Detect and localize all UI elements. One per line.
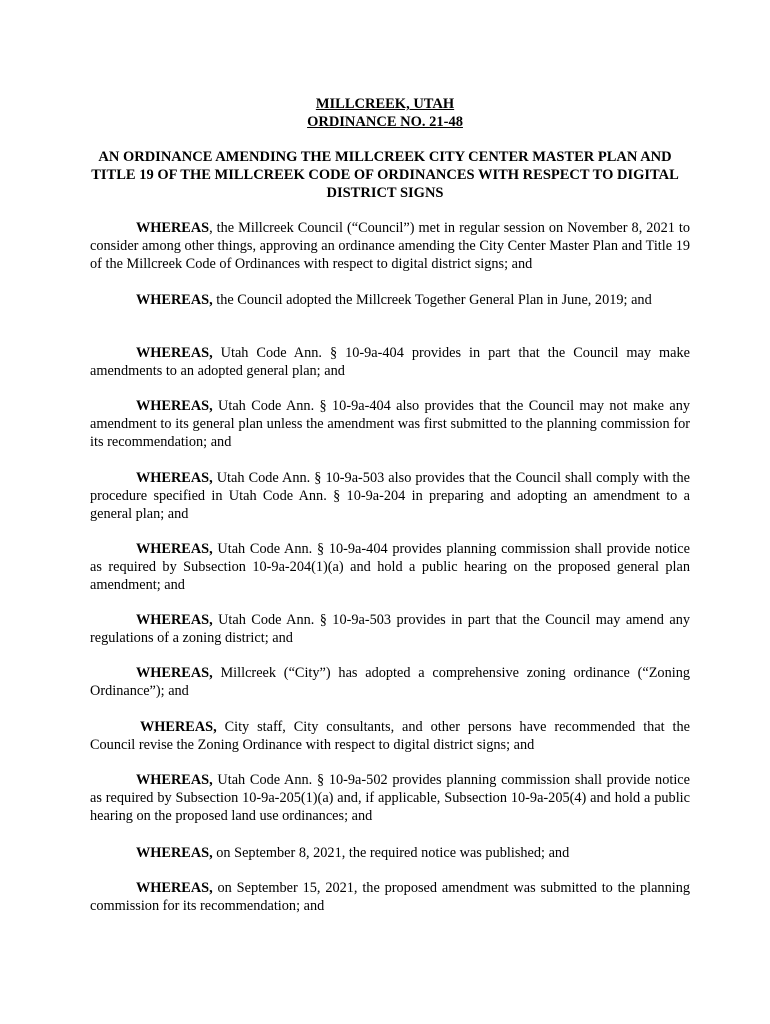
recital-text: , the Millcreek Council (“Council”) met in regular session on November 8, 2021 to consider among other things, approving an ordinance amending the City Center Master Plan and Title 19 of the Millcreek Code of Ordinances with respect to digital district signs; and (90, 220, 690, 272)
recital-paragraph (90, 291, 690, 309)
recital-text: Utah Code Ann. § 10-9a-404 provides in part that the Council may make amendments to an adopted general plan; and (90, 345, 690, 379)
recital-paragraph (90, 664, 690, 700)
recital-keyword: WHEREAS, (140, 719, 217, 735)
recital-text: Utah Code Ann. § 10-9a-503 provides in part that the Council may amend any regulations of a zoning district; and (90, 612, 690, 646)
recital-keyword: WHEREAS, (136, 612, 213, 628)
recital-paragraph (90, 344, 690, 380)
city-heading: MILLCREEK, UTAH (315, 96, 455, 112)
recital-text: Utah Code Ann. § 10-9a-503 also provides that the Council shall comply with the procedure specified in Utah Code Ann. § 10-9a-204 in preparing and adopting an amendment to a general plan; and (90, 470, 690, 522)
recital-paragraph (90, 611, 690, 647)
recital-paragraph (90, 540, 690, 594)
recital-text: Utah Code Ann. § 10-9a-502 provides planning commission shall provide notice as required by Subsection 10-9a-205(1)(a) and, if applicable, Subsection 10-9a-205(4) and hold a public hearing on the proposed land use ordinances; and (90, 772, 690, 824)
recital-text: Millcreek (“City”) has adopted a comprehensive zoning ordinance (“Zoning Ordinance”); and (90, 665, 690, 699)
recital-text: City staff, City consultants, and other persons have recommended that the Council revise the Zoning Ordinance with respect to digital district signs; and (90, 719, 690, 753)
recital-keyword: WHEREAS, (136, 880, 213, 896)
recital-text: on September 8, 2021, the required notice was published; and (212, 845, 570, 861)
recital-keyword: WHEREAS, (136, 292, 213, 308)
recital-paragraph (90, 219, 690, 273)
recital-paragraph (90, 879, 690, 915)
recital-keyword: WHEREAS, (136, 470, 213, 486)
recital-keyword: WHEREAS, (136, 772, 213, 788)
recital-paragraph (90, 718, 690, 754)
recital-keyword: WHEREAS, (136, 541, 213, 557)
recital-paragraph (90, 771, 690, 825)
recital-keyword: WHEREAS, (136, 345, 213, 361)
recital-text: Utah Code Ann. § 10-9a-404 also provides that the Council may not make any amendment to its general plan unless the amendment was first submitted to the planning commission for its recommendation; and (90, 398, 690, 450)
recital-text: the Council adopted the Millcreek Together General Plan in June, 2019; and (212, 292, 652, 308)
recital-text: Utah Code Ann. § 10-9a-404 provides planning commission shall provide notice as required by Subsection 10-9a-204(1)(a) and hold a public hearing on the proposed general plan amendment; and (90, 541, 690, 593)
recital-keyword: WHEREAS, (136, 665, 213, 681)
recital-keyword: WHEREAS, (136, 845, 213, 861)
recital-paragraph (90, 469, 690, 523)
recital-keyword: WHEREAS, (136, 398, 213, 414)
document-header (0, 95, 770, 131)
recital-paragraph (90, 844, 690, 862)
ordinance-title: AN ORDINANCE AMENDING THE MILLCREEK CITY CENTER MASTER PLAN AND TITLE 19 OF THE MILLCREEK CODE OF ORDINANCES WITH RESPECT TO DIGITAL DISTRICT SIGNS (91, 149, 679, 201)
ordinance-number: ORDINANCE NO. 21-48 (307, 114, 463, 130)
recital-paragraph (90, 397, 690, 451)
recital-keyword: WHEREAS (136, 220, 210, 236)
recital-text: on September 15, 2021, the proposed amendment was submitted to the planning commission for its recommendation; and (90, 880, 690, 914)
